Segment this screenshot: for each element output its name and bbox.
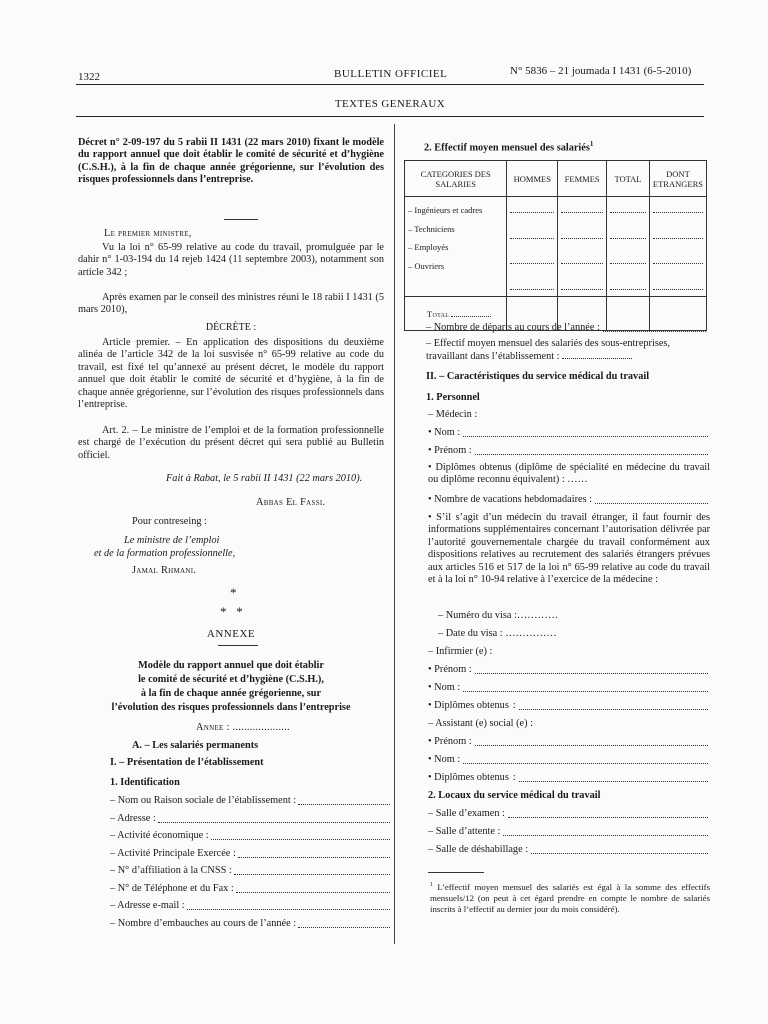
field-label: • Nom : (428, 754, 461, 765)
row-label: – Ingénieurs et cadres (408, 205, 483, 215)
field-label: • Nombre de vacations hebdomadaires : (428, 494, 593, 505)
fill-line[interactable] (475, 736, 708, 746)
medecin-nom-line (428, 427, 708, 439)
fill-line[interactable] (475, 445, 708, 455)
field-label: • Prénom : (428, 664, 472, 675)
minister-title-2: et de la formation professionnelle, (94, 548, 236, 559)
minister-name: Jamal Rhmani. (132, 565, 197, 576)
row-label: – Employés (408, 242, 449, 252)
field-label: • Diplômes obtenus (428, 700, 509, 711)
footnote-rule (428, 872, 484, 873)
row-label: – Techniciens (408, 223, 455, 234)
header-dont-etrangers: DONT ETRANGERS (649, 161, 706, 197)
field-label: – Salle de déshabillage : (428, 844, 529, 855)
total-cell[interactable] (607, 197, 650, 297)
annexe-title-4: l’évolution des risques professionnels dans l’entreprise (111, 702, 351, 713)
fill-line[interactable] (508, 808, 708, 818)
ident-field-label: – N° d’affiliation à la CNSS : (110, 865, 232, 876)
hommes-cell[interactable] (507, 197, 558, 297)
medecin-etranger: • S’il s’agit d’un médecin du travail étranger, il faut fournir des informations supplémentaires concernant l’autorisation délivrée par l’autorité gouvernementale chargée du travail conformément aux dispositions relatives au recrutement des salariés étrangers prévues aux articles 516 et 517 de la loi n° 65-99 relative au code du travail et à la loi n° 10-94 relative à l’exercice de la médecine : (428, 512, 710, 586)
field-label: • Prénom : (428, 736, 472, 747)
ident-field-label: – N° de Téléphone et du Fax : (110, 882, 234, 894)
total-label: Total (427, 309, 450, 319)
section-title: TEXTES GENERAUX (334, 98, 446, 110)
salle-deshabillage-line (428, 844, 708, 856)
fill-line[interactable] (519, 700, 708, 710)
annexe-title-1: Modèle du rapport annuel que doit établir (138, 660, 324, 671)
annexe-rule (218, 645, 258, 646)
sous-entreprises-line (426, 338, 708, 364)
departs-line (426, 322, 706, 334)
assistant-label: – Assistant (e) social (e) : (428, 718, 533, 729)
infirmier-nom-line (428, 682, 708, 694)
medecin-prenom-line (428, 445, 708, 457)
table-row (405, 197, 707, 297)
sous-ent-label: – Effectif moyen mensuel des salariés des sous-entreprises, travaillant dans l’établissement : (426, 338, 671, 363)
assistant-prenom-line (428, 736, 708, 748)
fill-line[interactable] (298, 918, 390, 928)
minister-line: Le premier ministre, (104, 228, 192, 239)
footnote-ref: 1 (589, 140, 594, 148)
vu-paragraph: Vu la loi n° 65-99 relative au code du travail, promulguée par le dahir n° 1-03-194 du 14 rejeb 1424 (11 septembre 2003), notamment son article 342 ; (78, 242, 384, 278)
fill-line[interactable] (451, 308, 491, 317)
decree-title: Décret n° 2-09-197 du 5 rabii II 1431 (22 mars 2010) fixant le modèle du rapport annuel que doit établir le comité de sécurité et d’hygiène (C.S.H.), à la fin de chaque année grégorienne, sur l’évolution des risques professionnels dans l’entreprise. (78, 137, 384, 186)
fill-line[interactable] (158, 813, 390, 823)
effectif-table (404, 160, 707, 331)
ident-field-label: – Adresse : (110, 812, 156, 824)
fill-line[interactable] (463, 427, 708, 437)
locaux-title: 2. Locaux du service médical du travail (428, 790, 601, 801)
ident-field-label: – Nom ou Raison sociale de l’établissement : (110, 795, 297, 806)
fill-line[interactable] (603, 322, 706, 332)
footnote-mark: 1 (430, 882, 433, 888)
contreseing: Pour contreseing : (132, 516, 207, 527)
visa-date: – Date du visa : …………… (438, 628, 557, 639)
page-number: 1322 (78, 71, 100, 83)
femmes-cell[interactable] (558, 197, 607, 297)
annexe-heading: ANNEXE (206, 628, 256, 640)
signatory: Abbas El Fassi. (256, 497, 326, 508)
infirmier-prenom-line (428, 664, 708, 676)
medecin-diplomes: • Diplômes obtenus (diplôme de spécialité en médecine du travail ou diplôme reconnu équivalent) : …… (428, 462, 710, 486)
etrangers-cell[interactable] (649, 197, 706, 297)
fill-line[interactable] (238, 848, 390, 858)
field-label: • Diplômes obtenus (428, 772, 509, 783)
header-hommes: HOMMES (507, 161, 558, 197)
table-header-row (405, 161, 707, 197)
personnel-title: 1. Personnel (426, 392, 480, 403)
field-label: • Nom : (428, 682, 461, 693)
article-2: Art. 2. – Le ministre de l’emploi et de la formation professionnelle est chargé de l’exécution du présent décret qui sera publié au Bulletin officiel. (78, 425, 384, 461)
footnote (430, 880, 710, 915)
fait-a-rabat: Fait à Rabat, le 5 rabii II 1431 (22 mars 2010). (166, 473, 363, 484)
fill-line[interactable] (463, 682, 708, 692)
identification-title: 1. Identification (110, 777, 180, 788)
fill-line[interactable] (211, 830, 390, 840)
header-femmes: FEMMES (558, 161, 607, 197)
assistant-diplomes-line: • Diplômes obtenus : (428, 772, 708, 784)
fill-line[interactable] (234, 865, 390, 875)
field-label: – Salle d’examen : (428, 808, 505, 819)
apres-paragraph: Après examen par le conseil des ministres réuni le 18 rabii I 1431 (5 mars 2010), (78, 292, 384, 316)
medecin-label: – Médecin : (428, 409, 478, 420)
header-rule (76, 84, 704, 85)
field-label: – Salle d’attente : (428, 826, 501, 837)
issue-number: N° 5836 – 21 joumada I 1431 (6-5-2010) (510, 65, 692, 77)
ident-field-label: – Activité Principale Exercée : (110, 847, 236, 859)
ident-field-label: – Activité économique : (110, 830, 209, 841)
asterism-bottom: * * (220, 604, 243, 619)
article-premier: Article premier. – En application des dispositions du deuxième alinéa de l’article 342 de la loi susvisée n° 65-99 relative au code du travail, est fixé tel qu’annexé au présent décret, le modèle du rapport annuel que doit établir le comité de sécurité et d’hygiène, à la fin de chaque année grégorienne, sur l’évolution des risques professionnels dans l’entreprise. (78, 337, 384, 411)
title-separator (224, 219, 258, 220)
column-divider (394, 124, 395, 944)
asterism-top: * (230, 585, 237, 600)
medical-title: II. – Caractéristiques du service médical du travail (426, 371, 650, 382)
a-title: A. – Les salariés permanents (132, 740, 259, 751)
section-rule (76, 116, 704, 117)
salle-examen-line (428, 808, 708, 820)
fill-line[interactable] (531, 844, 708, 854)
fill-line[interactable] (475, 664, 708, 674)
fill-line[interactable] (562, 350, 632, 359)
vacations-line (428, 494, 708, 506)
fill-line[interactable] (298, 795, 390, 805)
i-title: I. – Présentation de l’établissement (110, 757, 264, 768)
assistant-nom-line (428, 754, 708, 766)
ident-field-label: – Adresse e-mail : (110, 900, 185, 911)
categories-cell (405, 197, 507, 297)
journal-title: BULLETIN OFFICIEL (334, 68, 448, 80)
fill-line[interactable] (463, 754, 708, 764)
header-categories: CATEGORIES DES SALARIES (405, 161, 507, 197)
identification-list (110, 795, 390, 935)
departs-label: – Nombre de départs au cours de l’année : (426, 322, 600, 333)
infirmier-label: – Infirmier (e) : (428, 646, 493, 657)
annexe-title-3: à la fin de chaque année grégorienne, sur (140, 688, 322, 699)
fill-line[interactable] (519, 772, 708, 782)
footnote-text: L’effectif moyen mensuel des salariés est égal à la somme des effectifs mensuels/12 (on peut à cet égard prendre en compte le nombre de salariés inscrits à l’effectif au dernier jour du mois considéré). (430, 881, 710, 914)
decrete-heading: DÉCRÈTE : (205, 322, 257, 333)
ident-field-label: – Nombre d’embauches au cours de l’année : (110, 917, 297, 929)
effectif-title (424, 138, 593, 155)
effectif-title-text: 2. Effectif moyen mensuel des salariés (424, 142, 590, 154)
infirmier-diplomes-line: • Diplômes obtenus : (428, 700, 708, 712)
row-label: – Ouvriers (408, 260, 445, 271)
visa-numero: – Numéro du visa :………… (438, 610, 559, 621)
salle-attente-line (428, 826, 708, 838)
fill-line[interactable] (236, 883, 390, 893)
field-label: • Prénom : (428, 445, 472, 456)
fill-line[interactable] (187, 900, 390, 910)
annexe-title-2: le comité de sécurité et d’hygiène (C.S.H.), (138, 674, 324, 685)
field-label: • Nom : (428, 427, 461, 438)
annee-field: Annee : .................... (196, 722, 290, 733)
minister-title-1: Le ministre de l’emploi (124, 535, 220, 546)
fill-line[interactable] (503, 826, 708, 836)
header-total: TOTAL (607, 161, 650, 197)
fill-line[interactable] (595, 494, 708, 504)
